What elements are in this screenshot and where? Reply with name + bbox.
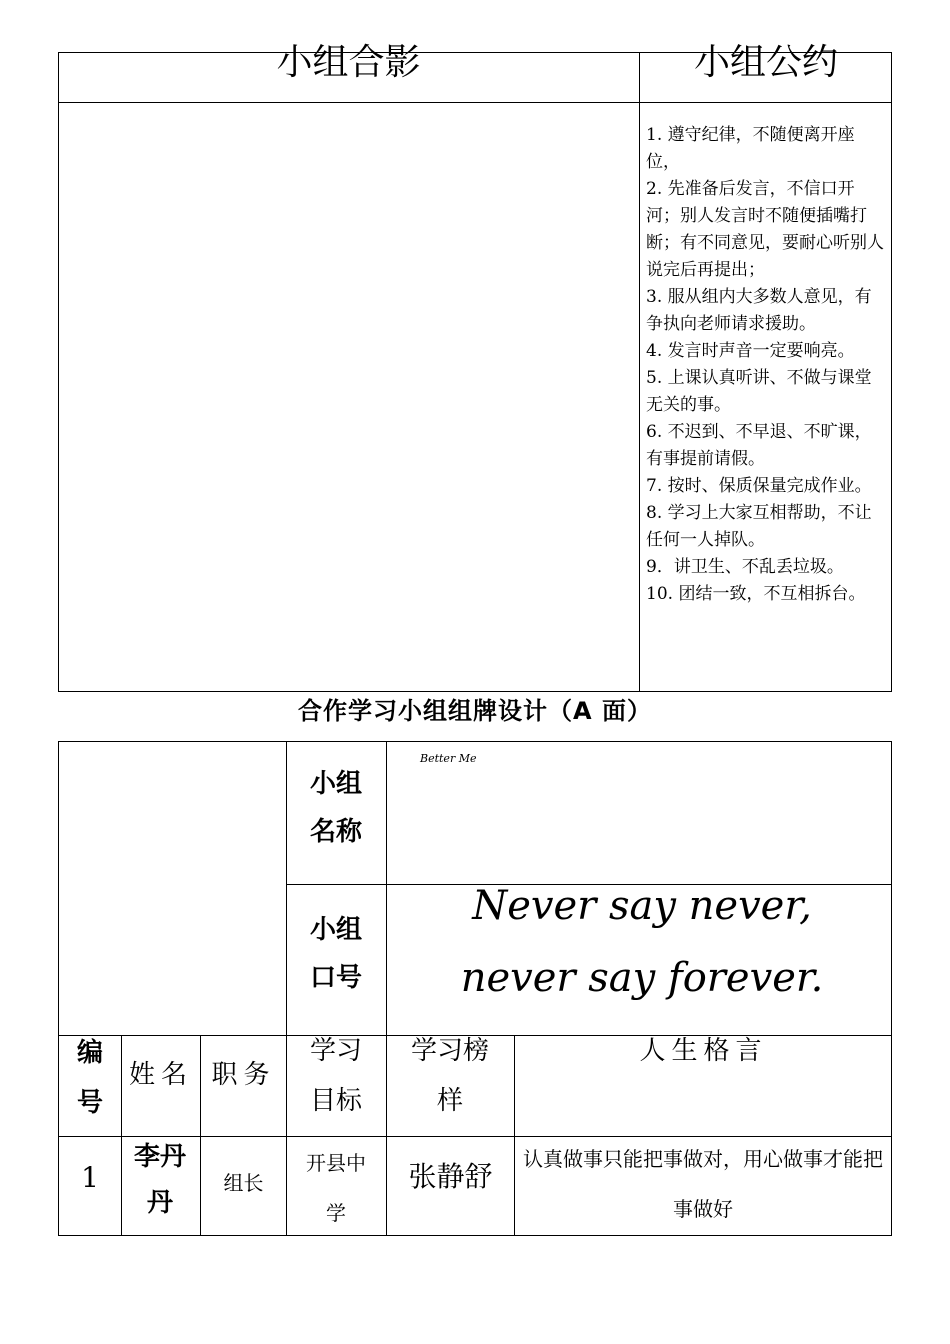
rule-item: 10. 团结一致，不互相拆台。 — [646, 584, 866, 604]
rule-item: 3. 服从组内大多数人意见，有争执向老师请求援助。 — [646, 287, 872, 334]
group-photo-heading: 小组合影 — [276, 42, 421, 83]
header-model: 学习榜样 — [410, 1036, 489, 1116]
rule-item: 8. 学习上大家互相帮助，不让任何一人掉队。 — [646, 503, 872, 550]
group-slogan-value: Never say never, never say forever. — [460, 883, 824, 1001]
row-number: 1 — [81, 1161, 99, 1194]
rule-item: 5. 上课认真听讲、不做与课堂无关的事。 — [646, 368, 872, 415]
row-motto: 认真做事只能把事做对，用心做事才能把事做好 — [523, 1147, 883, 1221]
header-name: 姓名 — [128, 1060, 193, 1090]
table-line — [286, 741, 287, 1236]
rule-item: 6. 不迟到、不早退、不旷课，有事提前请假。 — [646, 422, 872, 469]
header-number: 编号 — [76, 1038, 103, 1118]
header-motto: 人生格言 — [639, 1036, 768, 1066]
header-goal: 学习目标 — [309, 1036, 362, 1116]
group-name-label: 小组名称 — [309, 769, 362, 847]
rule-item: 4. 发言时声音一定要响亮。 — [646, 341, 855, 361]
group-rules-heading: 小组公约 — [693, 42, 838, 83]
row-model: 张静舒 — [408, 1160, 493, 1193]
group-slogan-label: 小组口号 — [309, 915, 362, 993]
row-goal: 开县中学 — [306, 1151, 366, 1225]
rule-item: 9．讲卫生、不乱丢垃圾。 — [646, 557, 844, 577]
group-photo-area — [59, 103, 639, 691]
row-name: 李丹丹 — [133, 1142, 186, 1218]
rule-item: 1. 遵守纪律，不随便离开座位， — [646, 125, 855, 172]
group-name-value: Better Me — [420, 752, 477, 765]
header-role: 职务 — [211, 1060, 276, 1090]
group-rules-list — [646, 122, 888, 608]
rule-item: 2. 先准备后发言，不信口开河；别人发言时不随便插嘴打断；有不同意见，要耐心听别人说完后再提出； — [646, 179, 884, 280]
row-role: 组长 — [223, 1171, 264, 1195]
top-table-divider-vertical — [639, 52, 640, 692]
section-caption: 合作学习小组组牌设计（A 面） — [298, 697, 652, 725]
rule-item: 7. 按时、保质保量完成作业。 — [646, 476, 872, 496]
